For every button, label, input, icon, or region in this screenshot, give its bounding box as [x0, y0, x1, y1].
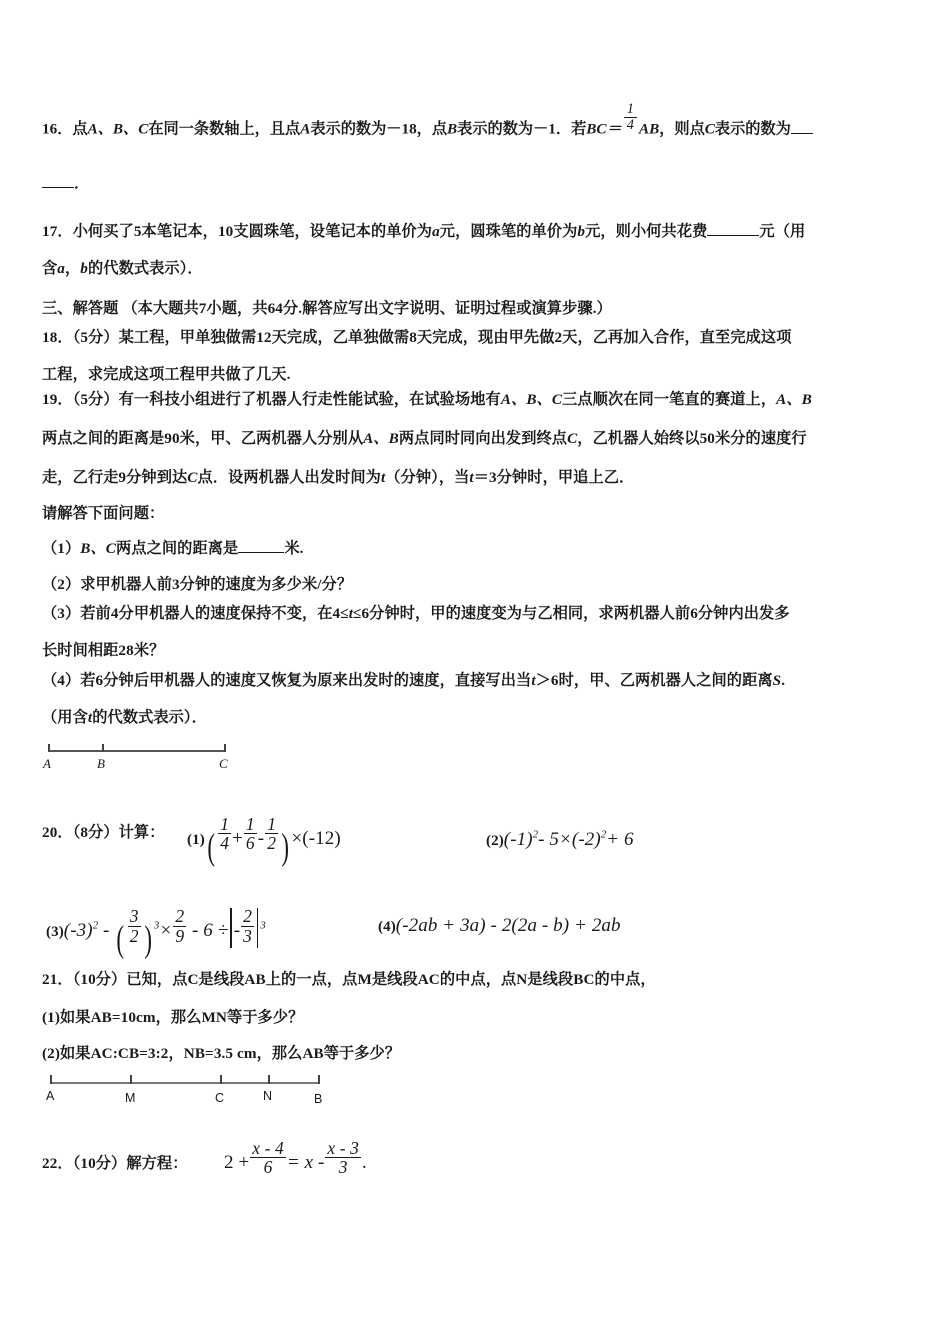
fraction-numerator: 1 — [220, 814, 230, 834]
section-3-heading: 三、解答题 （本大题共7小题，共64分.解答应写出文字说明、证明过程或演算步骤.） — [42, 300, 612, 317]
question-19-sub-2: （2）求甲机器人前3分钟的速度为多少米/分？ — [42, 576, 353, 593]
question-16-fraction-one-quarter — [624, 103, 637, 133]
question-19-line-3 — [42, 467, 634, 490]
diagram-axis-line — [50, 1082, 320, 1084]
question-20-item1-tail: ×(-12) — [291, 827, 341, 849]
question-19-sub3-b: ≤6分钟时，甲的速度变为与乙相同，求两机器人前6分钟内出发多 — [353, 605, 790, 622]
question-19-line3-d: ＝3分钟时，甲追上乙． — [473, 469, 635, 486]
operator-minus: - — [257, 827, 265, 849]
question-21-segment-diagram — [40, 1082, 360, 1116]
question-16-line-2 — [42, 173, 89, 196]
question-20-item2-expression — [504, 829, 634, 850]
question-19-sub1-answer-blank[interactable] — [238, 552, 284, 553]
fraction-3-2 — [128, 908, 141, 945]
question-19-line3-b: 点．设两机器人出发时间为 — [197, 469, 381, 486]
diagram-label-b: B — [314, 1092, 323, 1106]
diagram-label-a: A — [43, 756, 51, 771]
fraction-denominator: 3 — [243, 925, 252, 946]
question-19-line-1 — [42, 389, 812, 412]
question-18-line-1 — [42, 327, 792, 350]
question-16-var-c: C — [704, 120, 715, 138]
tick-a — [50, 1075, 52, 1084]
fraction-denominator: 3 — [338, 1157, 348, 1178]
tick-a — [48, 744, 50, 752]
question-19-sub4-c: . — [781, 672, 786, 689]
question-20-item4-expression: (-2ab + 3a) - 2(2a - b) + 2ab — [395, 915, 621, 936]
question-16-text-a: 点 — [72, 120, 88, 138]
base-neg-two: (-2) — [571, 829, 601, 850]
question-17-line2-b: ， — [65, 260, 81, 277]
question-19-sub-4-line-2 — [42, 707, 207, 730]
question-16-text-d: 表示的数为－1．若 — [457, 120, 587, 138]
item2-tail: + 6 — [606, 829, 634, 850]
question-17-var-a: a — [432, 223, 440, 240]
question-17-line2-a: 含 — [42, 260, 58, 277]
question-19-sub4-a: （4）若6分钟后甲机器人的速度又恢复为原来出发时的速度，直接写出当 — [42, 672, 532, 689]
question-16-var-b: B — [447, 120, 458, 138]
question-21-line-1 — [42, 969, 656, 992]
question-19-text-a: （5分）有一科技小组进行了机器人行走性能试验，在试验场地有 — [72, 391, 501, 408]
diagram-label-b: B — [97, 756, 105, 771]
question-19-line3-var-t2: t — [469, 469, 474, 486]
question-19-sub-1 — [42, 538, 304, 561]
exponent-fraction: 3 — [153, 920, 160, 932]
question-20-item2-label: (2) — [486, 833, 504, 849]
exponent-1: 2 — [92, 920, 99, 932]
question-20-label — [42, 822, 165, 845]
abs-neg-sign: - — [233, 920, 241, 941]
question-16-vars-abc: A、B、C — [87, 120, 149, 138]
question-20-item4-label: (4) — [378, 919, 396, 935]
question-19-sub-4-line-1 — [42, 670, 785, 693]
fraction-1-2 — [265, 816, 278, 853]
fraction-denominator: 6 — [263, 1157, 273, 1178]
tick-m — [130, 1075, 132, 1084]
tick-c — [224, 744, 226, 752]
question-19-sub4-var-s: S — [772, 672, 782, 689]
tick-b — [102, 744, 104, 752]
question-17-var-b: b — [577, 223, 586, 240]
question-16-period: ． — [74, 175, 90, 192]
question-17-text-d: 元（用 — [759, 223, 806, 240]
fraction-denominator: 2 — [267, 833, 277, 854]
fraction-denominator: 4 — [626, 117, 634, 134]
question-19-sub1-a: （1） — [42, 540, 81, 557]
question-19-line2-c: ，乙机器人始终以50米分的速度行 — [577, 430, 807, 447]
question-16-text-b: 在同一条数轴上，且点 — [148, 120, 301, 138]
question-16-answer-blank[interactable] — [791, 133, 813, 134]
question-16 — [42, 101, 922, 149]
question-20-item-2 — [486, 826, 634, 855]
question-18-text: （5分）某工程，甲单独做需12天完成，乙单独做需8天完成，现由甲先做2天，乙再加入合作，直至完成这项 — [72, 329, 792, 346]
question-21-text: （10分）已知，点C是线段AB上的一点，点M是线段AC的中点，点N是线段BC的中点， — [72, 971, 656, 988]
equation-period: . — [361, 1151, 367, 1173]
exponent-1: 2 — [532, 829, 539, 841]
tick-n — [268, 1075, 270, 1084]
question-16-number: 16． — [42, 120, 73, 138]
question-16-expr-bc: BC＝ — [586, 120, 622, 138]
question-19-number: 19． — [42, 391, 73, 408]
fraction-denominator: 2 — [129, 925, 139, 946]
fraction-numerator: 2 — [175, 906, 185, 927]
question-19-line2-var-c: C — [567, 430, 578, 447]
question-19-sub4-b: ＞6时，甲、乙两机器人之间的距离 — [535, 672, 773, 689]
question-19-vars-ab: A、B — [776, 391, 812, 408]
question-19-sub1-b: 两点之间的距离是 — [116, 540, 239, 557]
diagram-label-n: N — [263, 1089, 273, 1103]
fraction-numerator: 1 — [267, 814, 277, 834]
fraction-x-minus-4-over-6 — [250, 1140, 286, 1177]
question-19-sub4-line2-b: 的代数式表示）． — [92, 709, 207, 726]
question-18-number: 18． — [42, 329, 73, 346]
question-16-answer-blank-cont[interactable] — [42, 187, 74, 188]
fraction-2-9 — [173, 908, 186, 945]
question-19-text-b: 三点顺次在同一笔直的赛道上， — [562, 391, 777, 408]
tick-c — [220, 1075, 222, 1084]
item2-mid: - 5× — [538, 829, 572, 850]
question-19-number-line-diagram — [40, 750, 270, 784]
diagram-label-c: C — [215, 1091, 225, 1105]
question-21-sub-2: (2)如果AC:CB=3:2，NB=3.5 cm，那么AB等于多少？ — [42, 1045, 401, 1062]
question-16-line-1 — [42, 101, 922, 149]
fraction-1-4 — [218, 816, 231, 853]
question-19-sub3-var-t: t — [348, 605, 354, 622]
fraction-numerator: 2 — [243, 906, 252, 927]
fraction-denominator: 4 — [220, 833, 230, 854]
question-17-line-1 — [42, 221, 805, 244]
item3-mid: - 6 ÷ — [192, 920, 229, 941]
question-19-vars-abc: A、B、C — [500, 391, 563, 408]
fraction-numerator: 1 — [624, 103, 637, 118]
fraction-denominator: 9 — [175, 925, 185, 946]
question-16-text-e: ，则点 — [659, 120, 705, 138]
question-19-sub3-a: （3）若前4分甲机器人的速度保持不变，在4≤ — [42, 605, 349, 622]
question-20-item3-label: (3) — [46, 924, 64, 940]
question-22-label — [42, 1153, 188, 1176]
equation-lead: 2 + — [224, 1151, 250, 1173]
question-19-line2-a: 两点之间的距离是90米，甲、乙两机器人分别从 — [42, 430, 364, 447]
fraction-numerator: 1 — [245, 814, 255, 834]
operator-times: × — [159, 920, 173, 941]
fraction-numerator: x - 4 — [252, 1138, 284, 1158]
question-21-sub-1: (1)如果AB=10cm，那么MN等于多少？ — [42, 1009, 304, 1026]
question-19-sub4-var-t: t — [531, 672, 536, 689]
equation-equals-x-minus: = x - — [286, 1151, 325, 1173]
fraction-x-minus-3-over-3 — [325, 1140, 361, 1177]
diagram-label-a: A — [46, 1089, 55, 1103]
question-16-var-a: A — [300, 120, 311, 138]
absolute-bar-right — [257, 908, 258, 948]
question-17-line-2 — [42, 258, 203, 281]
question-20-item1-label: (1) — [187, 831, 205, 848]
question-22-number: 22． — [42, 1155, 73, 1172]
question-17-text-a: 小何买了5本笔记本，10支圆珠笔，设笔记本的单价为 — [72, 223, 433, 240]
question-17-line2-var-a: a — [57, 260, 65, 277]
question-17-answer-blank[interactable] — [707, 235, 759, 236]
question-19-sub4-line2-a: （用含 — [42, 709, 88, 726]
question-16-expr-ab: AB — [638, 120, 660, 138]
question-21-number: 21． — [42, 971, 73, 988]
diagram-label-c: C — [219, 756, 228, 771]
fraction-denominator: 6 — [245, 833, 255, 854]
question-22-prefix: （10分）解方程： — [72, 1155, 188, 1172]
question-20-item3-expression: $(-3)^2$ - ( $\frac{3}{2}$ ) $^3$× $\frac{2}{9}$ - 6 ÷ - $\frac{2}{3}$ $^3$ — [63, 906, 266, 960]
question-16-text-c: 表示的数为－18，点 — [310, 120, 448, 138]
question-20-item1-expression: ( $\frac{1}{4}$ + $\frac{1}{6}$ - $\frac{1}{2}$ ) ×(-12) — [207, 814, 341, 868]
question-19-sub1-c: 米. — [284, 540, 304, 557]
question-20-item-4 — [378, 912, 621, 941]
question-17-text-c: 元，则小何共花费 — [585, 223, 708, 240]
question-19-line3-a: 走，乙行走9分钟到达 — [42, 469, 188, 486]
question-17-number: 17． — [42, 223, 73, 240]
question-17-line2-var-b: b — [80, 260, 88, 277]
base-neg-one: (-1) — [503, 829, 533, 850]
fraction-numerator: x - 3 — [327, 1138, 359, 1158]
question-20-prefix: （8分）计算： — [72, 824, 165, 841]
question-22-equation — [224, 1140, 367, 1177]
exponent-abs: 3 — [260, 920, 266, 932]
question-17-text-b: 元，圆珠笔的单价为 — [439, 223, 578, 240]
question-16-text-f: 表示的数为 — [714, 120, 791, 138]
question-19-sub-3-line-2: 长时间相距28米？ — [42, 642, 165, 659]
base-neg-three: (-3) — [63, 920, 93, 941]
question-20-item-3 — [46, 908, 266, 967]
question-18-line-2: 工程，求完成这项工程甲共做了几天. — [42, 366, 291, 383]
question-19-sub4-var-t2: t — [87, 709, 93, 726]
exponent-2: 2 — [600, 829, 607, 841]
question-19-line2-vars: A、B — [363, 430, 399, 447]
question-19-line3-var-c: C — [187, 469, 198, 486]
question-17-line2-c: 的代数式表示）． — [88, 260, 203, 277]
question-20-number: 20． — [42, 824, 73, 841]
operator-plus: + — [232, 827, 243, 849]
question-22-expression — [224, 1138, 367, 1178]
tick-b — [318, 1075, 320, 1084]
question-19-prompt: 请解答下面问题： — [42, 505, 165, 522]
question-19-sub-3-line-1 — [42, 603, 790, 626]
absolute-bar-left — [230, 908, 231, 948]
question-19-line3-c: （分钟），当 — [385, 469, 470, 486]
question-19-line3-var-t: t — [380, 469, 386, 486]
fraction-numerator: 3 — [129, 906, 139, 927]
question-20-item-1 — [187, 816, 341, 875]
fraction-2-3 — [241, 908, 254, 945]
fraction-1-6 — [244, 816, 257, 853]
diagram-label-m: M — [125, 1091, 136, 1105]
question-19-sub1-vars: B、C — [80, 540, 117, 557]
question-19-line-2 — [42, 428, 807, 451]
operator-minus: - — [102, 920, 110, 941]
question-19-line2-b: 两点同时同向出发到终点 — [398, 430, 568, 447]
diagram-axis-line — [48, 750, 226, 752]
